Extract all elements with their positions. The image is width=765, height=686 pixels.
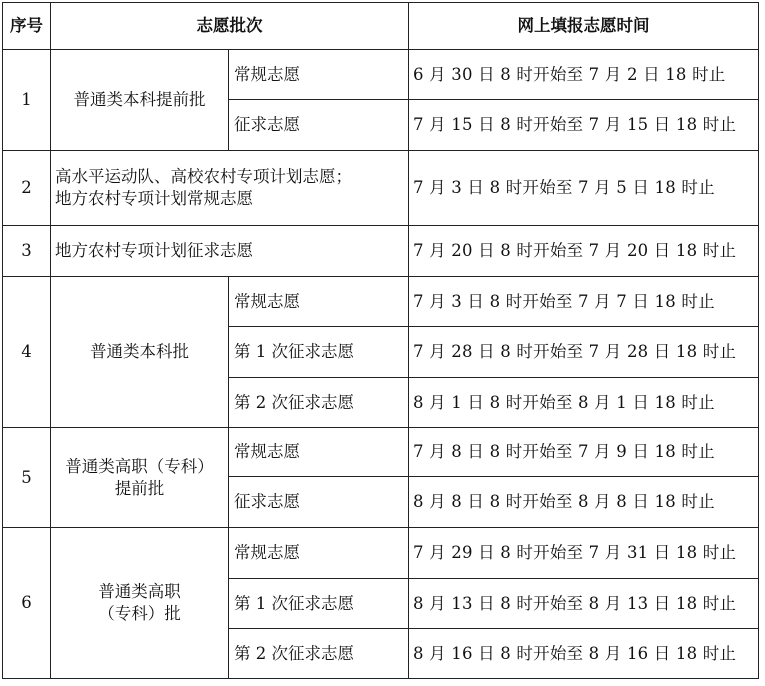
row-sub-batch: 常规志愿 bbox=[229, 528, 409, 579]
row-batch bbox=[51, 277, 229, 428]
row-time: 7 月 3 日 8 时开始至 7 月 7 日 18 时止 bbox=[409, 277, 759, 327]
row-sub-batch: 征求志愿 bbox=[229, 100, 409, 151]
row-sub-batch: 第 2 次征求志愿 bbox=[229, 629, 409, 679]
table-row bbox=[3, 151, 759, 226]
row-batch bbox=[51, 528, 229, 679]
batch-line: 高水平运动队、高校农村专项计划志愿； bbox=[55, 167, 352, 186]
batch-line: 普通类本科批 bbox=[90, 342, 189, 361]
row-batch bbox=[51, 151, 409, 226]
batch-line: （专科）批 bbox=[98, 604, 181, 623]
row-batch: 地方农村专项计划征求志愿 bbox=[51, 226, 409, 277]
batch-line: 提前批 bbox=[114, 478, 165, 498]
row-time: 8 月 16 日 8 时开始至 8 月 16 日 18 时止 bbox=[409, 629, 759, 679]
table-row bbox=[3, 50, 759, 100]
table-row bbox=[3, 277, 759, 327]
row-sub-batch: 第 1 次征求志愿 bbox=[229, 327, 409, 378]
row-seq: 2 bbox=[3, 151, 51, 226]
row-batch bbox=[51, 50, 229, 151]
table-row bbox=[3, 428, 759, 477]
row-sub-batch: 第 2 次征求志愿 bbox=[229, 378, 409, 428]
batch-line: 普通类本科提前批 bbox=[73, 90, 206, 109]
row-sub-batch: 常规志愿 bbox=[229, 50, 409, 100]
row-sub-batch: 第 1 次征求志愿 bbox=[229, 579, 409, 629]
row-batch bbox=[51, 428, 229, 528]
row-time: 8 月 1 日 8 时开始至 8 月 1 日 18 时止 bbox=[409, 378, 759, 428]
row-seq: 4 bbox=[3, 277, 51, 428]
row-seq: 1 bbox=[3, 50, 51, 151]
row-time: 7 月 3 日 8 时开始至 7 月 5 日 18 时止 bbox=[409, 151, 759, 226]
table-row bbox=[3, 226, 759, 277]
batch-line: 地方农村专项计划常规志愿 bbox=[55, 189, 253, 208]
header-seq: 序号 bbox=[3, 3, 51, 50]
header-batch: 志愿批次 bbox=[51, 3, 409, 50]
row-time: 7 月 29 日 8 时开始至 7 月 31 日 18 时止 bbox=[409, 528, 759, 579]
row-sub-batch: 常规志愿 bbox=[229, 277, 409, 327]
batch-line: 普通类高职（专科） bbox=[65, 456, 214, 476]
admission-schedule-table bbox=[2, 2, 759, 679]
row-seq: 6 bbox=[3, 528, 51, 679]
batch-line: 普通类高职 bbox=[98, 582, 181, 601]
row-time: 7 月 28 日 8 时开始至 7 月 28 日 18 时止 bbox=[409, 327, 759, 378]
header-time: 网上填报志愿时间 bbox=[409, 3, 759, 50]
row-sub-batch: 常规志愿 bbox=[229, 428, 409, 477]
table-row bbox=[3, 528, 759, 579]
row-time: 8 月 8 日 8 时开始至 8 月 8 日 18 时止 bbox=[409, 477, 759, 528]
row-time: 7 月 8 日 8 时开始至 7 月 9 日 18 时止 bbox=[409, 428, 759, 477]
row-seq: 3 bbox=[3, 226, 51, 277]
row-time: 8 月 13 日 8 时开始至 8 月 13 日 18 时止 bbox=[409, 579, 759, 629]
row-time: 7 月 15 日 8 时开始至 7 月 15 日 18 时止 bbox=[409, 100, 759, 151]
row-sub-batch: 征求志愿 bbox=[229, 477, 409, 528]
row-time: 7 月 20 日 8 时开始至 7 月 20 日 18 时止 bbox=[409, 226, 759, 277]
row-seq: 5 bbox=[3, 428, 51, 528]
row-time: 6 月 30 日 8 时开始至 7 月 2 日 18 时止 bbox=[409, 50, 759, 100]
table-header-row bbox=[3, 3, 759, 50]
